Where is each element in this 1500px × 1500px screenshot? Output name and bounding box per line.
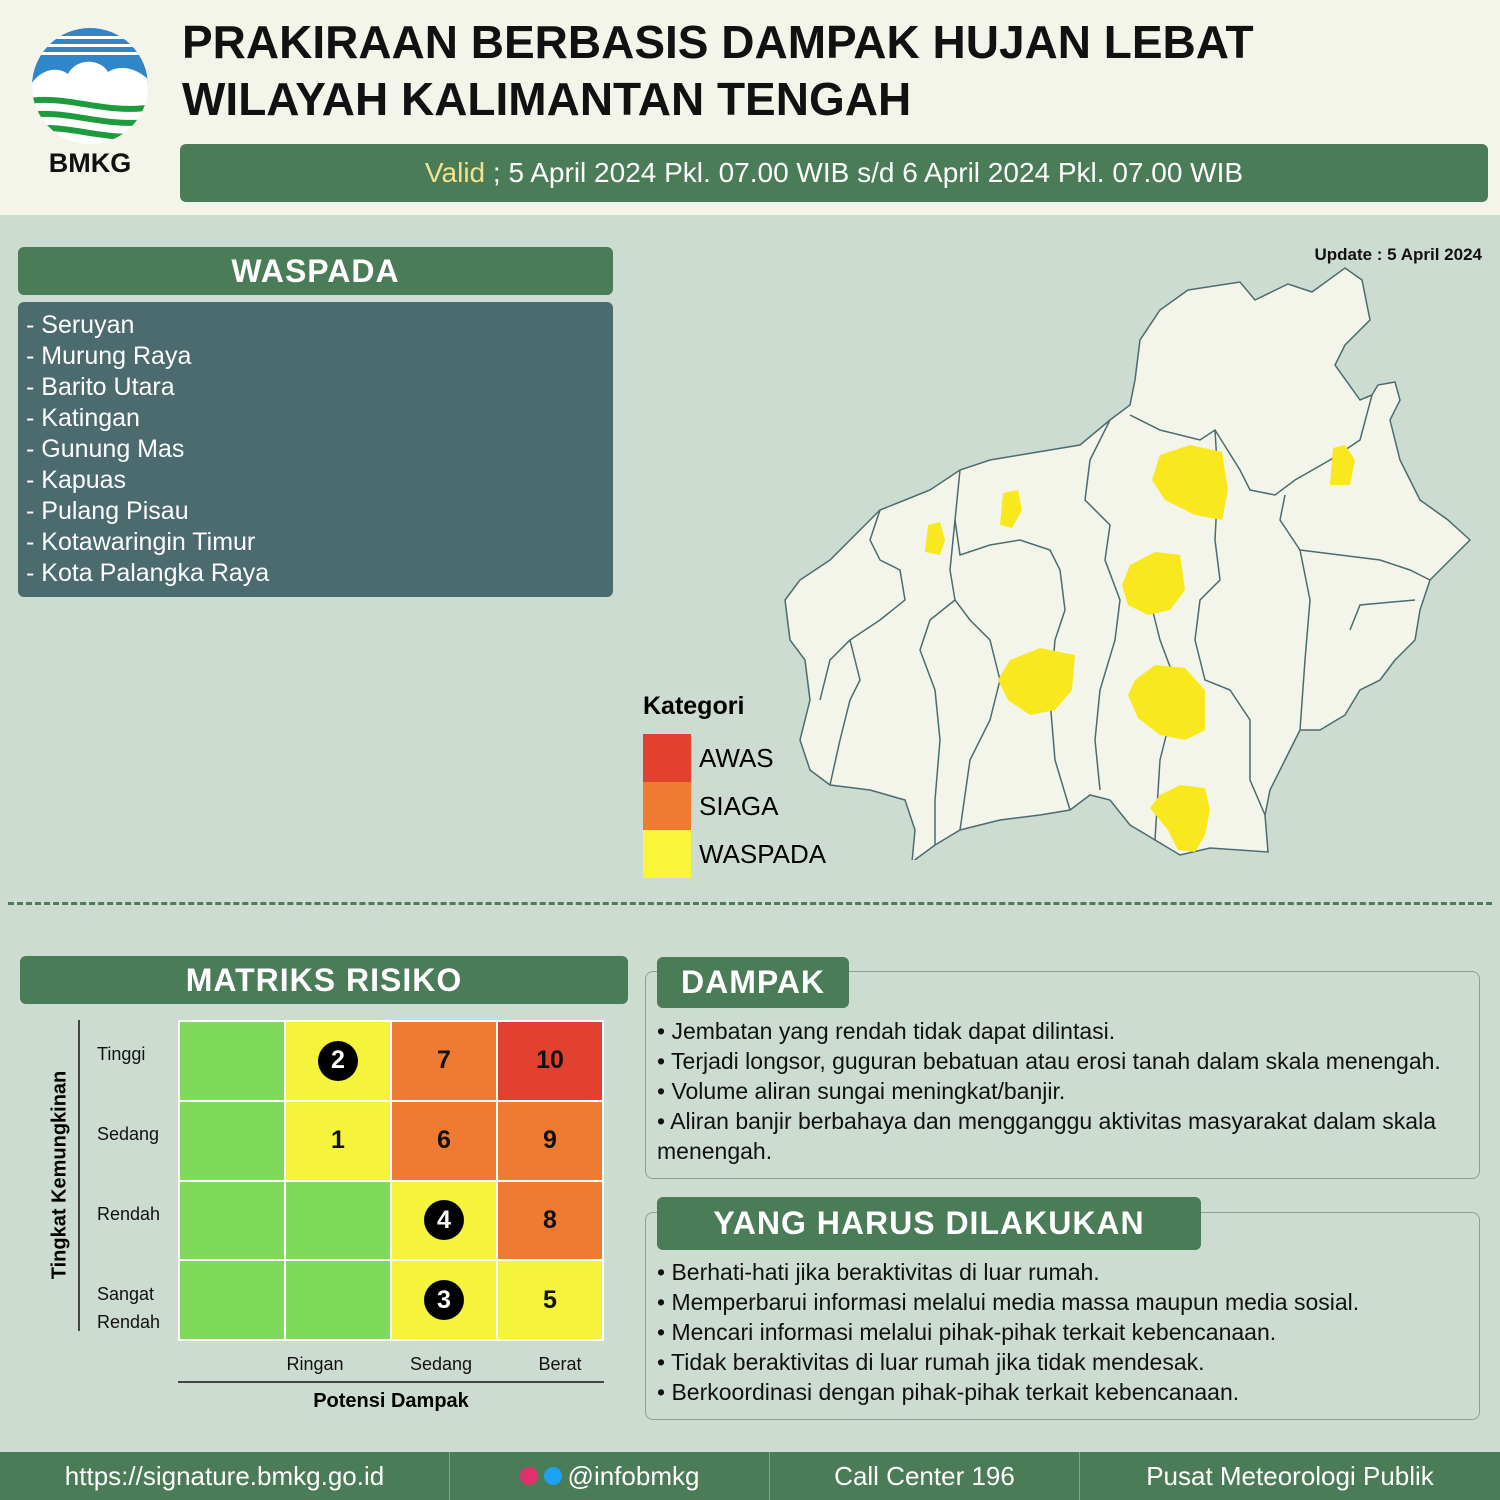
logo-text: BMKG (48, 148, 132, 178)
tindakan-item: • Tidak beraktivitas di luar rumah jika tidak mendesak. (657, 1349, 1205, 1375)
cell-value: 1 (331, 1126, 345, 1155)
page-title (182, 14, 1254, 128)
tindakan-item: • Berkoordinasi dengan pihak-pihak terkait kebencanaan. (657, 1379, 1240, 1405)
valid-period-text: ; 5 April 2024 Pkl. 07.00 WIB s/d 6 April 2024 Pkl. 07.00 WIB (485, 157, 1244, 188)
tindakan-item: • Berhati-hati jika beraktivitas di luar rumah. (657, 1259, 1100, 1285)
legend-swatch-awas (643, 734, 691, 782)
waspada-heading: WASPADA (18, 247, 613, 295)
matrix-cell (498, 1102, 602, 1180)
matrix-cell (286, 1182, 390, 1260)
matrix-cell (180, 1182, 284, 1260)
matrix-cell (498, 1182, 602, 1260)
bmkg-logo (28, 28, 152, 178)
update-date: Update : 5 April 2024 (1314, 245, 1482, 264)
region-item: - Seruyan (26, 311, 135, 339)
call-center-text: Call Center 196 (834, 1460, 1015, 1491)
matriks-heading: MATRIKS RISIKO (20, 956, 628, 1004)
matrix-cell (180, 1022, 284, 1100)
footer-call-center (770, 1452, 1080, 1500)
row-label: Tinggi (97, 1044, 146, 1064)
risk-matrix-grid (178, 1020, 604, 1341)
waspada-region-list (18, 302, 613, 597)
legend-swatch-waspada (643, 830, 691, 878)
region-item: - Gunung Mas (26, 435, 185, 463)
row-label: Sangat Rendah (97, 1284, 161, 1332)
region-item: - Barito Utara (26, 373, 175, 401)
cell-value: 9 (543, 1126, 557, 1155)
legend-awas (643, 734, 903, 782)
matrix-cell (392, 1022, 496, 1100)
header (0, 0, 1500, 215)
matrix-cell (498, 1022, 602, 1100)
dampak-item: • Terjadi longsor, guguran bebatuan atau erosi tanah dalam skala menengah. (657, 1048, 1441, 1074)
section-divider (8, 902, 1492, 905)
org-name: Pusat Meteorologi Publik (1146, 1460, 1434, 1491)
footer-website[interactable] (0, 1452, 450, 1500)
region-item: - Kota Palangka Raya (26, 559, 270, 587)
y-axis-line (78, 1020, 80, 1331)
legend-label: SIAGA (699, 790, 779, 821)
legend-siaga (643, 782, 903, 830)
region-item: - Kotawaringin Timur (26, 528, 256, 556)
matrix-cell (286, 1102, 390, 1180)
row-label: Rendah (97, 1204, 161, 1224)
tindakan-item: • Mencari informasi melalui pihak-pihak terkait kebencanaan. (657, 1319, 1277, 1345)
cell-value: 8 (543, 1205, 557, 1234)
cell-value: 6 (437, 1126, 451, 1155)
col-label: Berat (538, 1354, 582, 1374)
col-label: Sedang (409, 1354, 473, 1374)
bmkg-emblem-icon (28, 28, 152, 148)
twitter-icon (544, 1467, 562, 1485)
x-axis-title: Potensi Dampak (313, 1390, 469, 1412)
matrix-cell (180, 1102, 284, 1180)
matrix-cell (392, 1261, 496, 1339)
valid-period-bar (180, 144, 1488, 202)
legend-waspada (643, 830, 903, 878)
title-line-1: PRAKIRAAN BERBASIS DAMPAK HUJAN LEBAT (182, 16, 1254, 68)
valid-label: Valid (424, 157, 486, 188)
instagram-icon (520, 1467, 538, 1485)
title-line-2: WILAYAH KALIMANTAN TENGAH (182, 73, 912, 125)
legend-title: Kategori (643, 692, 745, 720)
cell-value: 4 (424, 1200, 464, 1240)
footer (0, 1452, 1500, 1500)
matrix-cell (286, 1022, 390, 1100)
footer-org (1080, 1452, 1500, 1500)
tindakan-list (657, 1257, 1472, 1407)
col-label: Ringan (286, 1354, 344, 1374)
legend-swatch-siaga (643, 782, 691, 830)
cell-value: 3 (424, 1280, 464, 1320)
cell-value: 7 (437, 1046, 451, 1075)
row-label: Sedang (97, 1124, 160, 1144)
region-item: - Murung Raya (26, 342, 192, 370)
cell-value: 10 (536, 1046, 564, 1075)
region-item: - Katingan (26, 404, 140, 432)
x-axis-line (178, 1381, 604, 1383)
tindakan-heading: YANG HARUS DILAKUKAN (657, 1197, 1201, 1250)
dampak-item: • Aliran banjir berbahaya dan mengganggu aktivitas masyarakat dalam skala menengah. (657, 1108, 1437, 1164)
cell-value: 5 (543, 1285, 557, 1314)
website-link[interactable]: https://signature.bmkg.go.id (64, 1460, 385, 1491)
region-item: - Pulang Pisau (26, 497, 189, 525)
matrix-cell (392, 1182, 496, 1260)
legend-label: WASPADA (699, 838, 827, 869)
matrix-cell (180, 1261, 284, 1339)
social-handle[interactable]: @infobmkg (567, 1460, 700, 1491)
dampak-heading: DAMPAK (657, 957, 849, 1008)
legend-label: AWAS (699, 742, 774, 773)
y-axis-title: Tingkat Kemungkinan (48, 1070, 71, 1280)
matrix-cell (392, 1102, 496, 1180)
footer-social[interactable] (450, 1452, 770, 1500)
region-item: - Kapuas (26, 466, 127, 494)
matrix-cell (498, 1261, 602, 1339)
dampak-list (657, 1016, 1472, 1166)
cell-value: 2 (318, 1041, 358, 1081)
tindakan-item: • Memperbarui informasi melalui media massa maupun media sosial. (657, 1289, 1360, 1315)
dampak-item: • Volume aliran sungai meningkat/banjir. (657, 1078, 1066, 1104)
matrix-cell (286, 1261, 390, 1339)
dampak-item: • Jembatan yang rendah tidak dapat dilintasi. (657, 1018, 1116, 1044)
